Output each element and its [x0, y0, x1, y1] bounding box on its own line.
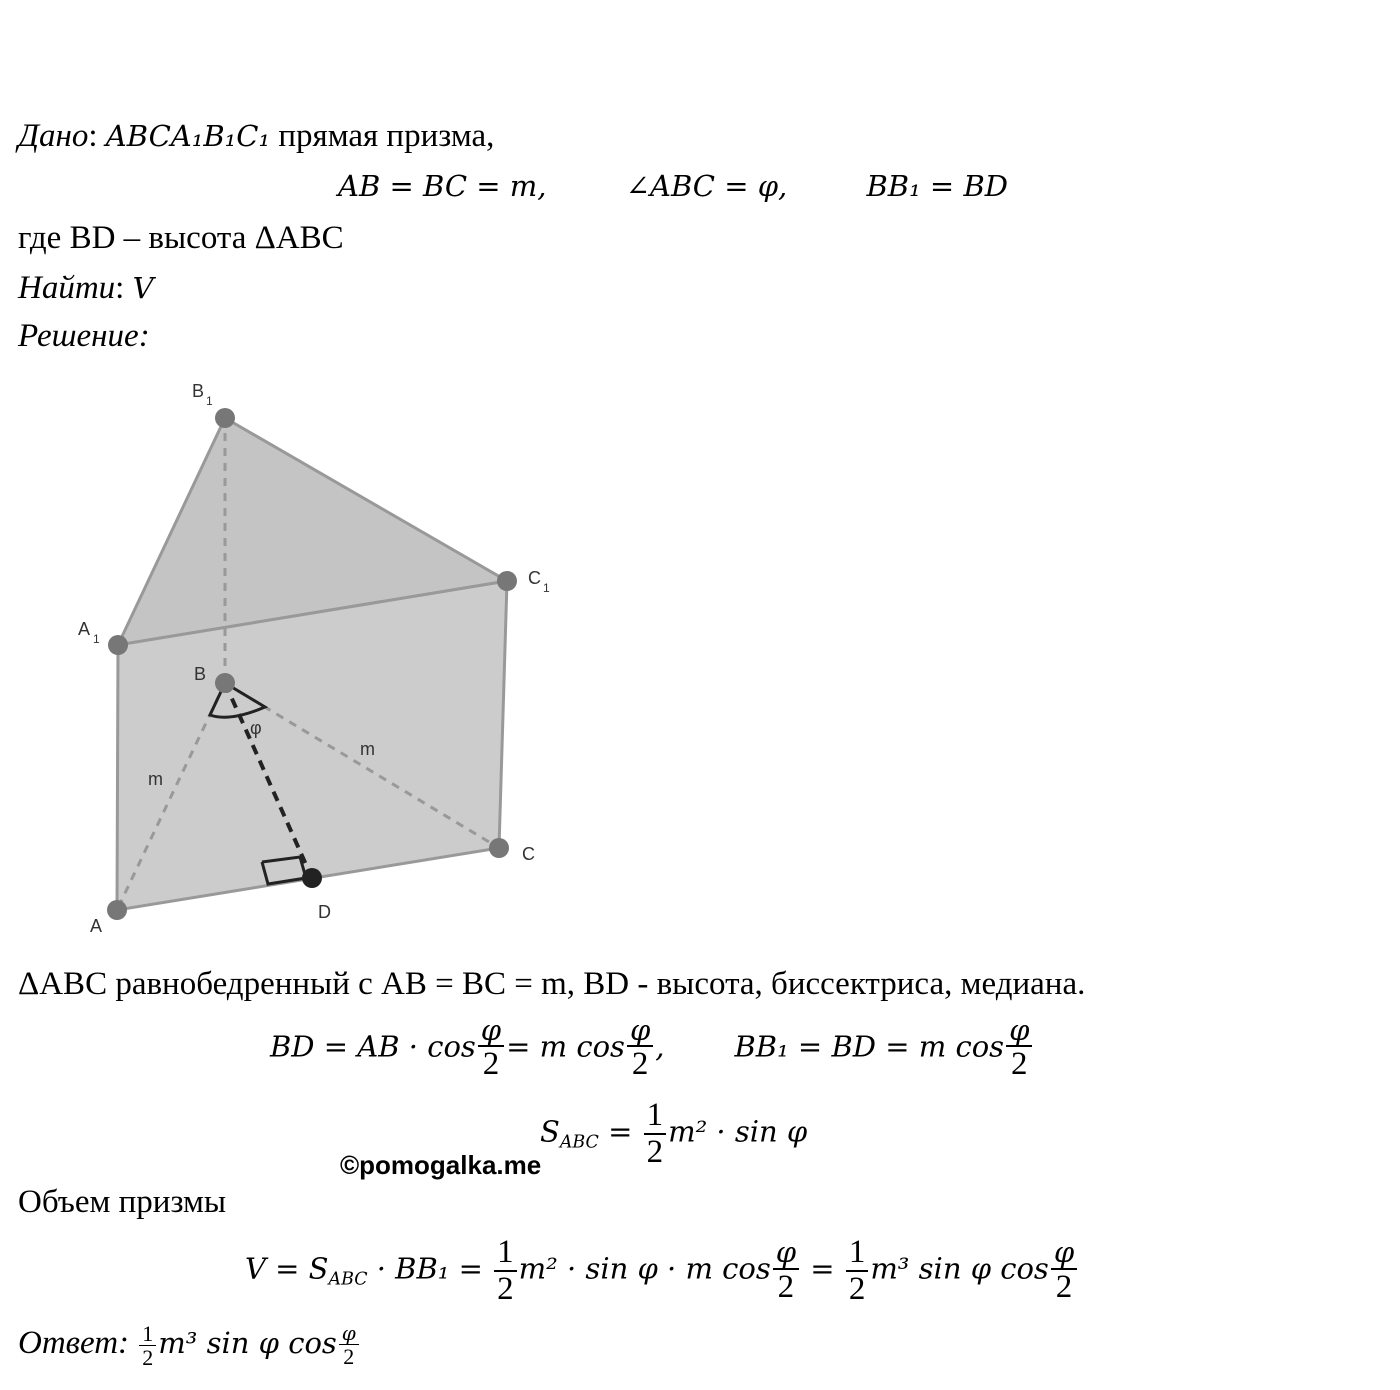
given-text: прямая призма, — [278, 118, 495, 154]
frac-one-half: $\frac{1}{2}$ — [846, 1235, 869, 1306]
bb1-equation: BB₁ = BD = m cos — [734, 1029, 1005, 1064]
point-b — [215, 673, 235, 693]
point-d — [302, 868, 322, 888]
label-b: B — [194, 664, 207, 684]
where-line: где BD – высота ΔABC — [18, 220, 344, 256]
area-rest: m² · sin φ — [668, 1114, 808, 1149]
statement-line: ΔABC равнобедренный с AB = BC = m, BD - высота, биссектриса, медиана. — [18, 966, 1086, 1002]
answer-line — [18, 1322, 361, 1369]
prism-figure — [60, 370, 580, 940]
frac-phi-2: $\frac{\varphi}{2}$ — [627, 1015, 653, 1082]
label-m-bc: m — [360, 739, 375, 759]
solution-line: Решение: — [18, 318, 150, 354]
frac-phi-2: $\frac{\varphi}{2}$ — [1051, 1237, 1077, 1304]
watermark: ©pomogalka.me — [340, 1150, 542, 1180]
area-equation: $S_{ABC}$ = $\frac{1}{2}$ m² · sin φ — [540, 1097, 808, 1170]
find-value: V — [132, 271, 154, 305]
solution-label: Решение — [18, 318, 139, 354]
point-c1 — [497, 571, 517, 591]
label-a: A — [90, 916, 103, 936]
frac-phi-2: $\frac{\varphi}{2}$ — [773, 1237, 799, 1304]
answer-label: Ответ: — [18, 1325, 130, 1362]
answer-expr: m³ sin φ cos — [158, 1326, 337, 1361]
label-a1-sub: 1 — [93, 632, 100, 646]
label-c1-sub: 1 — [543, 581, 550, 595]
frac-phi-2: $\frac{\varphi}{2}$ — [339, 1323, 359, 1368]
given-label: Дано — [18, 118, 89, 154]
conditions-line — [338, 169, 1009, 203]
frac-one-half: $\frac{1}{2}$ — [644, 1098, 667, 1169]
frac-one-half: $\frac{1}{2}$ — [494, 1235, 517, 1306]
find-label: Найти — [18, 270, 116, 306]
label-phi: φ — [250, 718, 262, 738]
condition-bb1: BB₁ = BD — [866, 169, 1009, 203]
point-a1 — [108, 635, 128, 655]
frac-one-half: $\frac{1}{2}$ — [139, 1322, 156, 1369]
volume-label: Объем призмы — [18, 1184, 227, 1220]
label-d: D — [318, 902, 331, 922]
volume-equation: $V = S_{ABC} \cdot BB_1$ = $\frac{1}{2}$ m² · sin φ · m cos $\frac{\varphi}{2}$ = $\frac{1}{2}$ m³ sin φ cos $\frac{\varphi}{2}$ — [245, 1235, 1079, 1306]
label-c: C — [522, 844, 535, 864]
label-b1-sub: 1 — [206, 394, 213, 408]
label-m-ab: m — [148, 769, 163, 789]
find-line: Найти: V — [18, 270, 154, 306]
label-b1: B — [192, 381, 205, 401]
label-c1: C — [528, 568, 541, 588]
given-line: Дано: ABCA₁B₁C₁ прямая призма, — [18, 118, 495, 154]
prism-name: ABCA₁B₁C₁ — [105, 119, 271, 153]
frac-phi-2: $\frac{\varphi}{2}$ — [478, 1015, 504, 1082]
frac-phi-2: $\frac{\varphi}{2}$ — [1006, 1015, 1032, 1082]
bd-equation: BD = AB · cos $\frac{\varphi}{2}$ = m cos $\frac{\varphi}{2}$ , BB₁ = BD = m cos $\frac{\varphi}{2}$ — [270, 1015, 1034, 1082]
condition-angle: ∠ABC = φ, — [625, 169, 788, 203]
point-a — [107, 900, 127, 920]
point-c — [489, 838, 509, 858]
bd-mid: = m cos — [506, 1029, 625, 1064]
point-b1 — [215, 408, 235, 428]
label-a1: A — [78, 619, 91, 639]
condition-ab-bc: AB = BC = m, — [338, 169, 547, 203]
bd-lhs: BD = AB · cos — [270, 1029, 476, 1064]
